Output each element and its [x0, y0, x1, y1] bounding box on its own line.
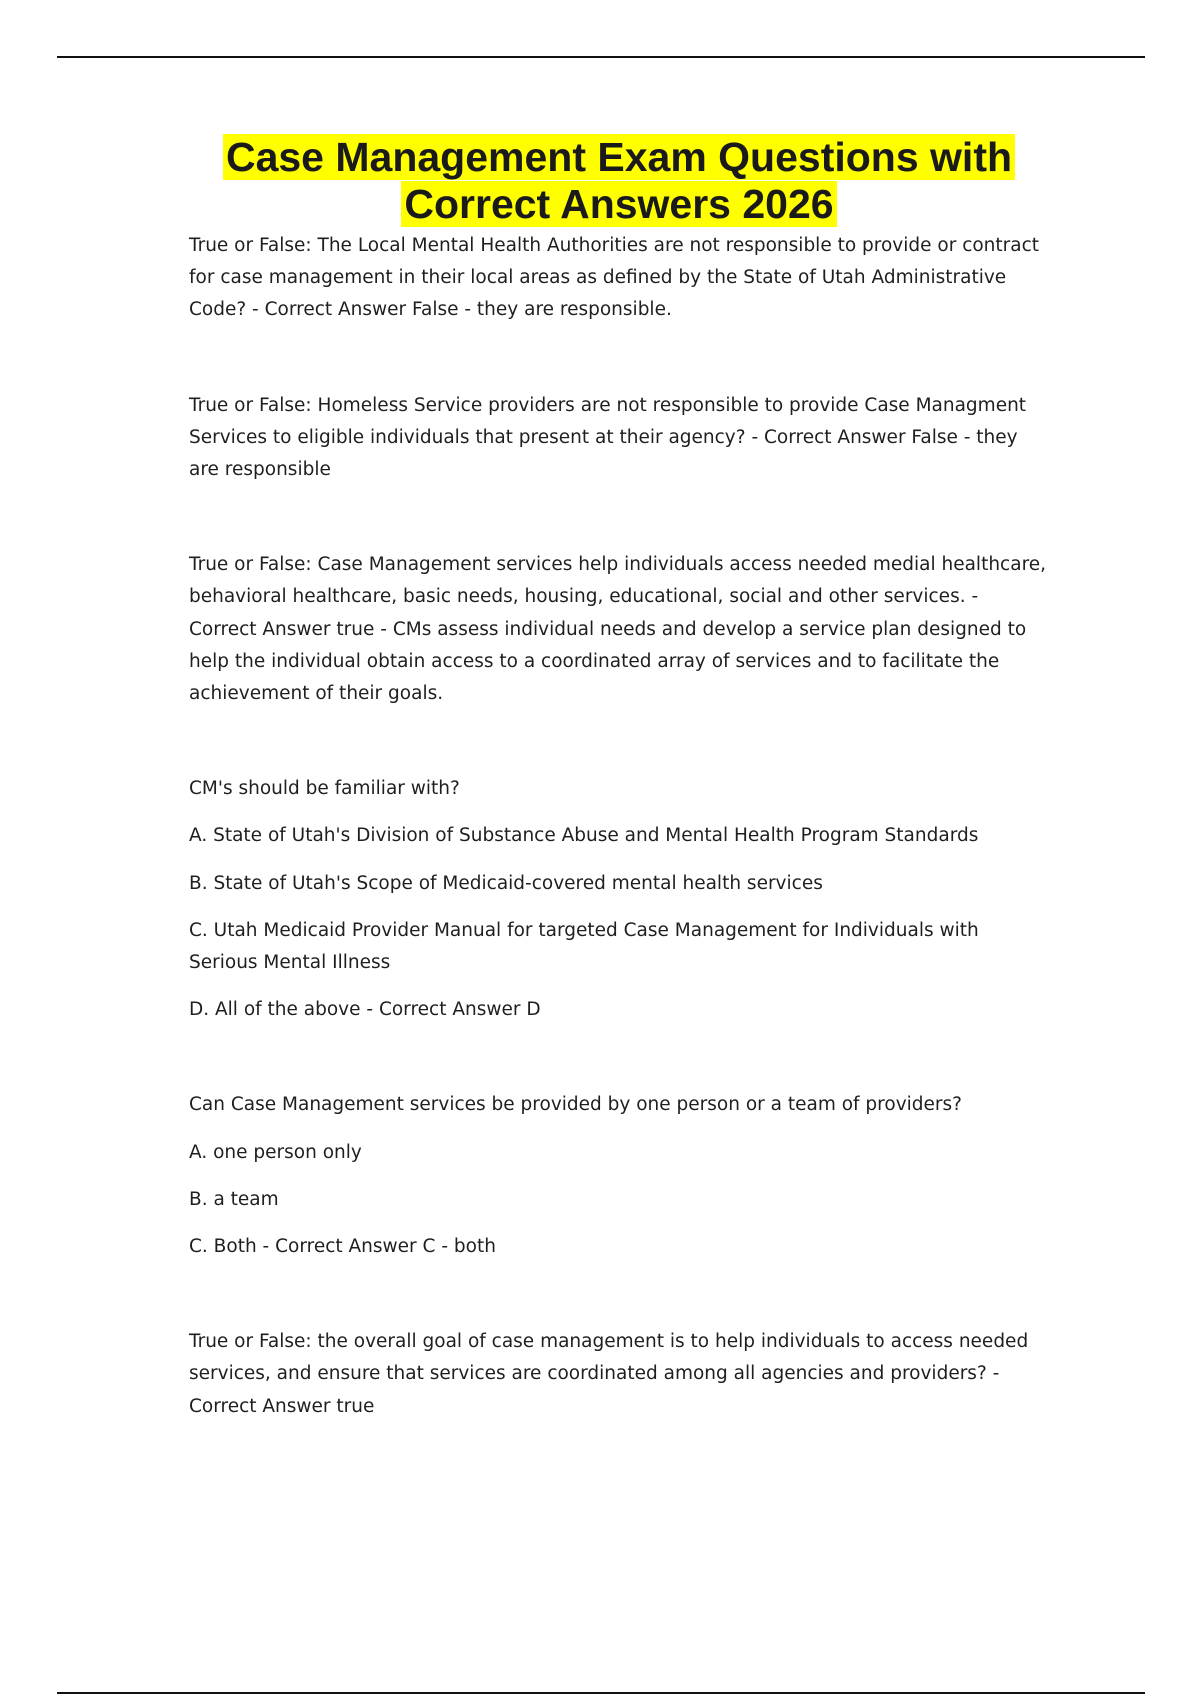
- question-4-option-b: B. State of Utah's Scope of Medicaid-covered mental health services: [189, 872, 823, 894]
- question-5-option-c: C. Both - Correct Answer C - both: [189, 1236, 496, 1258]
- question-5-option-a: A. one person only: [189, 1141, 362, 1163]
- document-title: [189, 134, 1049, 228]
- footer-rule: [57, 1692, 1145, 1694]
- document-page: [189, 134, 1049, 1423]
- question-5: [189, 1089, 1049, 1263]
- question-4-option-c: C. Utah Medicaid Provider Manual for targeted Case Management for Individuals with Serious Mental Illness: [189, 919, 979, 974]
- title-line-2: Correct Answers 2026: [401, 181, 836, 227]
- question-3: True or False: Case Management services help individuals access needed medial healthcare, behavioral healthcare, basic needs, housing, educational, social and other services. - Correct Answer true - CMs assess individual needs and develop a service plan designed to help the individual obtain access to a coordinated array of services and to facilitate the achievement of their goals.: [189, 554, 1047, 705]
- title-line-1: Case Management Exam Questions with: [223, 134, 1015, 180]
- question-5-text: Can Case Management services be provided by one person or a team of providers?: [189, 1094, 962, 1116]
- question-4-option-a: A. State of Utah's Division of Substance Abuse and Mental Health Program Standards: [189, 825, 979, 847]
- question-4: [189, 773, 1049, 1026]
- question-2: True or False: Homeless Service providers are not responsible to provide Case Managment Services to eligible individuals that present at their agency? - Correct Answer False - they are responsible: [189, 394, 1027, 481]
- question-4-text: CM's should be familiar with?: [189, 778, 460, 800]
- question-4-option-d: D. All of the above - Correct Answer D: [189, 999, 541, 1021]
- question-list: [189, 230, 1049, 1423]
- question-5-option-b: B. a team: [189, 1188, 279, 1210]
- question-1: True or False: The Local Mental Health Authorities are not responsible to provide or contract for case management in their local areas as defined by the State of Utah Administrative Code? - Correct Answer False - they are responsible.: [189, 235, 1040, 321]
- question-6: True or False: the overall goal of case management is to help individuals to access needed services, and ensure that services are coordinated among all agencies and providers? - Correct Answer true: [189, 1331, 1029, 1417]
- header-rule: [57, 56, 1145, 58]
